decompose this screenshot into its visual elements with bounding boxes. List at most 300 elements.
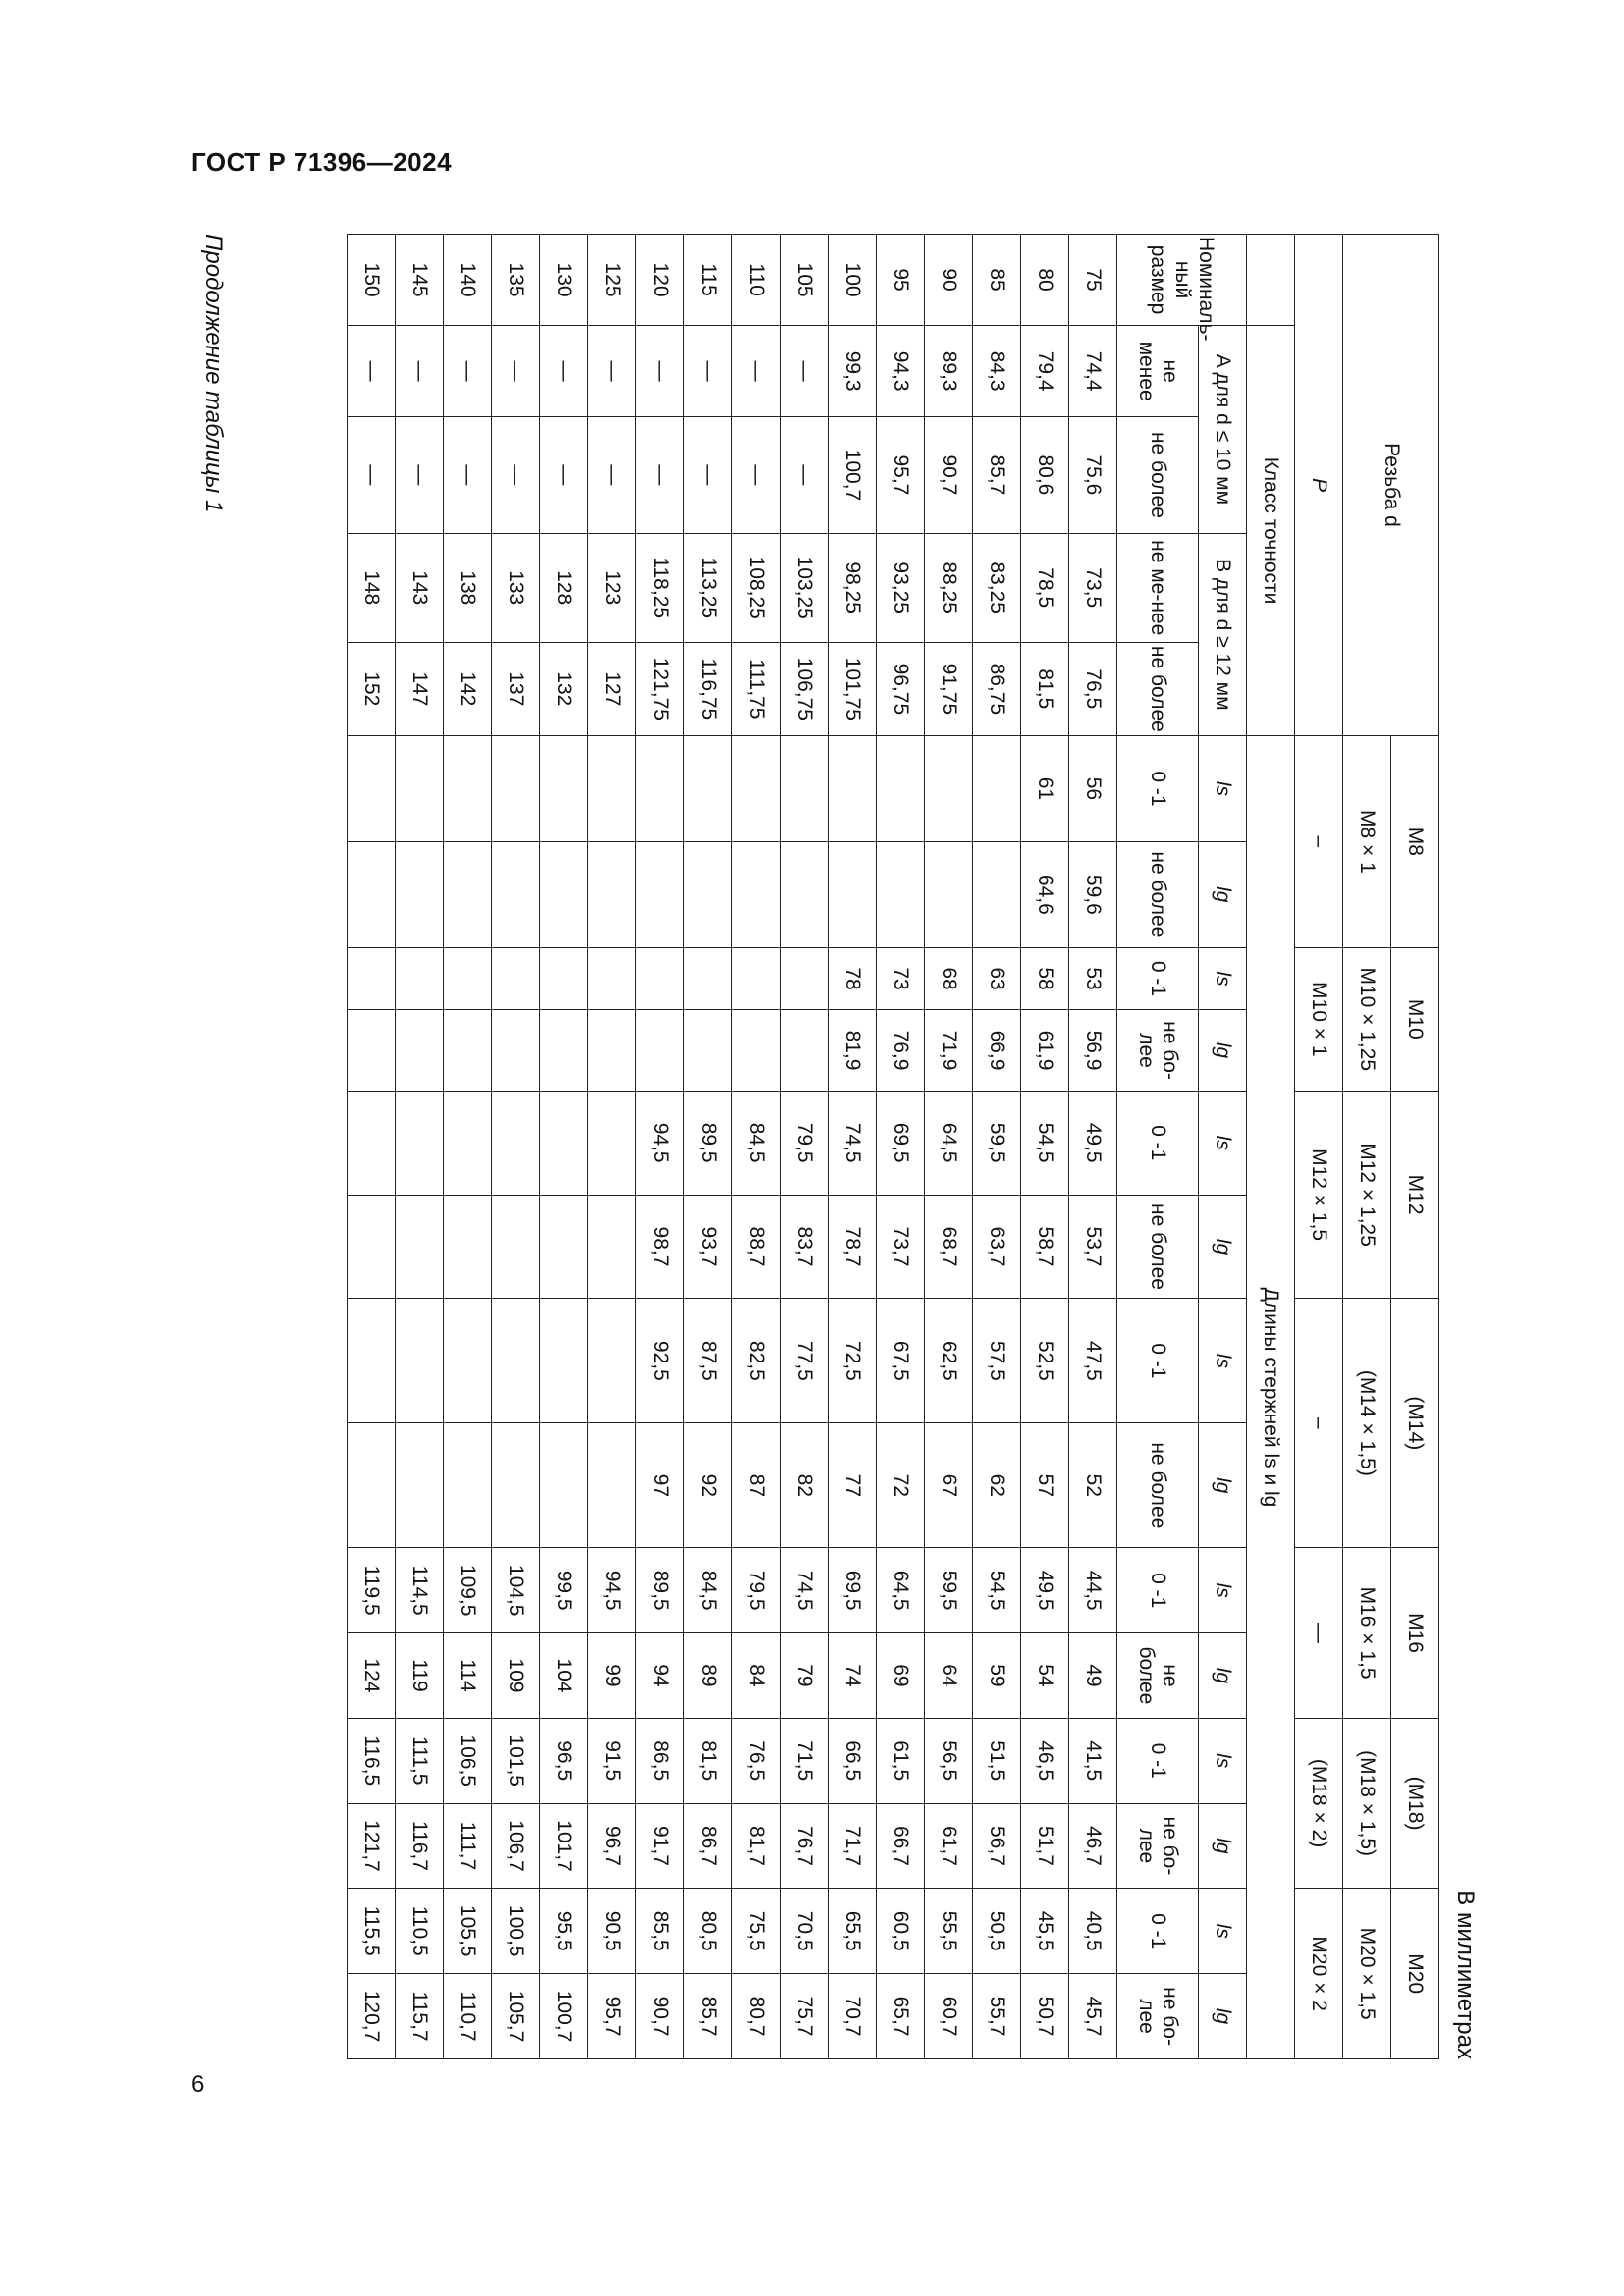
table-cell: 81,5 — [684, 1718, 732, 1803]
table-cell: 87 — [732, 1423, 781, 1548]
ls-tolerance: 0 -1 — [1117, 1299, 1199, 1423]
table-cell: 100,7 — [540, 1974, 588, 2059]
lg-limit: не более — [1117, 1633, 1199, 1719]
limits-row — [1117, 235, 1199, 2059]
table-cell: 81,5 — [1021, 642, 1069, 735]
table-cell: 71,5 — [781, 1718, 829, 1803]
table-cell: 50,7 — [1021, 1974, 1069, 2059]
table-cell: 94,5 — [588, 1548, 636, 1633]
table-cell: 73,5 — [1069, 533, 1117, 642]
ls-label: ls — [1199, 1548, 1247, 1633]
lg-limit: не бо-лее — [1117, 1974, 1199, 2059]
table-cell: 96,7 — [588, 1803, 636, 1889]
table-cell: 62 — [973, 1423, 1021, 1548]
table-cell: 72,5 — [829, 1299, 877, 1423]
table-cell: 106,5 — [444, 1718, 492, 1803]
table-cell: 87,5 — [684, 1299, 732, 1423]
lg-label: lg — [1199, 841, 1247, 947]
table-cell — [396, 1195, 444, 1299]
ls-tolerance: 0 -1 — [1117, 1548, 1199, 1633]
table-cell: 84,3 — [973, 326, 1021, 417]
table-cell: 85,5 — [636, 1889, 684, 1974]
fine-pitch-1: M8 × 1 — [1343, 735, 1391, 947]
table-cell: 88,7 — [732, 1195, 781, 1299]
table-cell: — — [588, 326, 636, 417]
fine-pitch-1: M16 × 1,5 — [1343, 1548, 1391, 1719]
table-cell — [588, 947, 636, 1009]
table-cell — [829, 735, 877, 841]
table-cell: 104,5 — [492, 1548, 540, 1633]
thread-name: M8 — [1391, 735, 1439, 947]
table-cell: 84,5 — [732, 1091, 781, 1195]
table-row — [636, 235, 684, 2059]
table-row — [444, 235, 492, 2059]
table-cell: 65,7 — [877, 1974, 925, 2059]
table-cell — [925, 735, 973, 841]
table-cell: 105,5 — [444, 1889, 492, 1974]
table-cell: — — [732, 326, 781, 417]
table-cell: 91,75 — [925, 642, 973, 735]
table-cell — [588, 841, 636, 947]
table-row — [1069, 235, 1117, 2059]
table-cell — [492, 1091, 540, 1195]
table-cell: 111,7 — [444, 1803, 492, 1889]
table-cell: 80,5 — [684, 1889, 732, 1974]
table-cell — [492, 1010, 540, 1092]
table-row — [540, 235, 588, 2059]
table-cell: 100,7 — [829, 417, 877, 533]
table-cell: 64,5 — [925, 1091, 973, 1195]
table-cell: 78,7 — [829, 1195, 877, 1299]
table-cell — [348, 841, 396, 947]
table-cell: 75,5 — [732, 1889, 781, 1974]
table-cell — [684, 1010, 732, 1092]
table-cell: — — [444, 326, 492, 417]
table-cell: 78,5 — [1021, 533, 1069, 642]
table-cell — [973, 735, 1021, 841]
table-cell — [396, 1299, 444, 1423]
table-cell — [492, 1423, 540, 1548]
table-cell: 74,5 — [781, 1548, 829, 1633]
table-cell — [396, 947, 444, 1009]
table-cell: 63,7 — [973, 1195, 1021, 1299]
table-cell — [588, 1299, 636, 1423]
fine-pitch-2: – — [1295, 735, 1343, 947]
a-min-label: не менее — [1117, 326, 1199, 417]
table-cell: 94,3 — [877, 326, 925, 417]
table-cell — [636, 1010, 684, 1092]
nominal-size: 120 — [636, 235, 684, 326]
fine-pitch-2: — — [1295, 1548, 1343, 1719]
table-cell: 49 — [1069, 1633, 1117, 1719]
table-row — [1021, 235, 1069, 2059]
table-cell: — — [636, 417, 684, 533]
table-cell: 51,7 — [1021, 1803, 1069, 1889]
table-row — [396, 235, 444, 2059]
table-cell: 113,25 — [684, 533, 732, 642]
table-cell: 76,5 — [1069, 642, 1117, 735]
table-cell: 64,6 — [1021, 841, 1069, 947]
table-cell — [636, 735, 684, 841]
table-cell: 104 — [540, 1633, 588, 1719]
table-cell: 52,5 — [1021, 1299, 1069, 1423]
table-cell: 44,5 — [1069, 1548, 1117, 1633]
table-cell: 89 — [684, 1633, 732, 1719]
table-cell — [492, 735, 540, 841]
table-cell — [444, 947, 492, 1009]
nominal-size: 140 — [444, 235, 492, 326]
b-max-label: не более — [1117, 642, 1199, 735]
table-cell: 90,7 — [636, 1974, 684, 2059]
lg-limit: не бо-лее — [1117, 1010, 1199, 1092]
table-cell: 60,7 — [925, 1974, 973, 2059]
table-cell — [732, 841, 781, 947]
table-cell: 45,7 — [1069, 1974, 1117, 2059]
table-cell — [540, 1091, 588, 1195]
table-cell: 81,9 — [829, 1010, 877, 1092]
table-cell: 68 — [925, 947, 973, 1009]
ls-label: ls — [1199, 947, 1247, 1009]
table-cell: 86,5 — [636, 1718, 684, 1803]
table-cell: 57,5 — [973, 1299, 1021, 1423]
table-cell: 70,7 — [829, 1974, 877, 2059]
table-cell: 62,5 — [925, 1299, 973, 1423]
table-cell — [444, 735, 492, 841]
table-cell — [540, 1299, 588, 1423]
table-cell: 85,7 — [684, 1974, 732, 2059]
thread-label: Резьба d — [1343, 235, 1439, 736]
table-cell — [444, 1010, 492, 1092]
class-row — [1247, 235, 1295, 2059]
nominal-size: 135 — [492, 235, 540, 326]
table-cell: 143 — [396, 533, 444, 642]
table-cell — [781, 735, 829, 841]
table-cell: 111,5 — [396, 1718, 444, 1803]
table-cell: — — [492, 417, 540, 533]
table-cell: 82 — [781, 1423, 829, 1548]
table-cell: 57 — [1021, 1423, 1069, 1548]
nominal-size: 80 — [1021, 235, 1069, 326]
lg-label: lg — [1199, 1803, 1247, 1889]
table-cell: 103,25 — [781, 533, 829, 642]
table-cell — [588, 1423, 636, 1548]
nominal-size: 130 — [540, 235, 588, 326]
table-cell: 59,6 — [1069, 841, 1117, 947]
table-cell: 94 — [636, 1633, 684, 1719]
table-cell: 51,5 — [973, 1718, 1021, 1803]
table-cell: 54,5 — [973, 1548, 1021, 1633]
table-cell: 75,7 — [781, 1974, 829, 2059]
table-cell: 53 — [1069, 947, 1117, 1009]
table-cell: 119 — [396, 1633, 444, 1719]
table-cell: 116,7 — [396, 1803, 444, 1889]
ls-label: ls — [1199, 1718, 1247, 1803]
table-cell: 55,5 — [925, 1889, 973, 1974]
table-cell — [348, 1299, 396, 1423]
table-cell — [444, 1423, 492, 1548]
table-cell: 66,5 — [829, 1718, 877, 1803]
table-cell — [540, 735, 588, 841]
ls-label: ls — [1199, 1091, 1247, 1195]
table-cell: 46,7 — [1069, 1803, 1117, 1889]
table-cell: 85,7 — [973, 417, 1021, 533]
table-cell — [396, 735, 444, 841]
table-cell: 64 — [925, 1633, 973, 1719]
table-cell: 74,5 — [829, 1091, 877, 1195]
table-cell — [396, 1010, 444, 1092]
lg-label: lg — [1199, 1195, 1247, 1299]
nominal-label: Номиналь-ный размер — [1117, 235, 1247, 326]
table-cell: 89,3 — [925, 326, 973, 417]
thread-name: M20 — [1391, 1889, 1439, 2059]
table-cell — [348, 1010, 396, 1092]
table-cell: 56,5 — [925, 1718, 973, 1803]
table-cell: 72 — [877, 1423, 925, 1548]
table-cell: 115,7 — [396, 1974, 444, 2059]
table-cell: 82,5 — [732, 1299, 781, 1423]
fine-pitch-1: (M14 × 1,5) — [1343, 1299, 1391, 1548]
lengths-label: Длины стержней ls и lg — [1247, 735, 1295, 2058]
table-cell: — — [540, 417, 588, 533]
table-cell — [444, 1299, 492, 1423]
nominal-size: 110 — [732, 235, 781, 326]
table-cell: 50,5 — [973, 1889, 1021, 1974]
table-cell: 95,7 — [877, 417, 925, 533]
table-cell: — — [348, 417, 396, 533]
table-cell: 106,75 — [781, 642, 829, 735]
table-cell — [348, 1423, 396, 1548]
table-cell: 86,75 — [973, 642, 1021, 735]
table-cell — [396, 1423, 444, 1548]
table-cell: 101,75 — [829, 642, 877, 735]
fine-pitch-2: – — [1295, 1299, 1343, 1548]
table-cell: 68,7 — [925, 1195, 973, 1299]
table-cell: 71,9 — [925, 1010, 973, 1092]
table-cell: 58,7 — [1021, 1195, 1069, 1299]
table-cell — [877, 841, 925, 947]
table-cell: 56,9 — [1069, 1010, 1117, 1092]
ls-tolerance: 0 -1 — [1117, 1718, 1199, 1803]
table-cell — [781, 947, 829, 1009]
table-cell: 121,7 — [348, 1803, 396, 1889]
table-cell: 59,5 — [925, 1548, 973, 1633]
thread-name: M12 — [1391, 1091, 1439, 1299]
table-cell: 115,5 — [348, 1889, 396, 1974]
table-cell — [636, 947, 684, 1009]
table-cell: — — [781, 417, 829, 533]
table-cell: — — [348, 326, 396, 417]
table-row — [684, 235, 732, 2059]
table-cell — [588, 1195, 636, 1299]
blank-cell — [1247, 235, 1295, 326]
table-cell: 77 — [829, 1423, 877, 1548]
table-cell: 121,75 — [636, 642, 684, 735]
table-cell — [444, 1195, 492, 1299]
lg-limit: не более — [1117, 1423, 1199, 1548]
table-cell: 94,5 — [636, 1091, 684, 1195]
table-cell: 74,4 — [1069, 326, 1117, 417]
table-cell: 114,5 — [396, 1548, 444, 1633]
a-label: A для d ≤ 10 мм — [1199, 326, 1247, 534]
table-cell: 59,5 — [973, 1091, 1021, 1195]
table-cell — [973, 841, 1021, 947]
table-cell: 93,7 — [684, 1195, 732, 1299]
table-row — [732, 235, 781, 2059]
table-cell: 69,5 — [877, 1091, 925, 1195]
table-cell: 59 — [973, 1633, 1021, 1719]
table-cell: 73 — [877, 947, 925, 1009]
table-cell: 120,7 — [348, 1974, 396, 2059]
lg-limit: не бо-лее — [1117, 1803, 1199, 1889]
table-cell: 105,7 — [492, 1974, 540, 2059]
table-cell: 99,3 — [829, 326, 877, 417]
table-cell: 70,5 — [781, 1889, 829, 1974]
fine-pitch-2: M20 × 2 — [1295, 1889, 1343, 2059]
table-cell — [348, 947, 396, 1009]
table-cell: 92,5 — [636, 1299, 684, 1423]
table-cell — [540, 1195, 588, 1299]
table-cell: 84,5 — [684, 1548, 732, 1633]
table-cell: 95,5 — [540, 1889, 588, 1974]
nominal-size: 90 — [925, 235, 973, 326]
thread-name: (M18) — [1391, 1718, 1439, 1889]
table-cell: 98,7 — [636, 1195, 684, 1299]
nominal-size: 125 — [588, 235, 636, 326]
table-cell: 99 — [588, 1633, 636, 1719]
fine-pitch-row-2 — [1295, 235, 1343, 2059]
table-cell: 98,25 — [829, 533, 877, 642]
table-cell: 46,5 — [1021, 1718, 1069, 1803]
table-cell: 74 — [829, 1633, 877, 1719]
table-cell: 101,7 — [540, 1803, 588, 1889]
fine-pitch-1: M10 × 1,25 — [1343, 947, 1391, 1091]
table-cell: 79,5 — [732, 1548, 781, 1633]
table-cell: 65,5 — [829, 1889, 877, 1974]
table-cell: 128 — [540, 533, 588, 642]
table-row — [829, 235, 877, 2059]
table-cell: 60,5 — [877, 1889, 925, 1974]
table-cell: 89,5 — [636, 1548, 684, 1633]
table-row — [492, 235, 540, 2059]
page-number: 6 — [191, 2071, 205, 2098]
table-cell: 148 — [348, 533, 396, 642]
table-cell: 54,5 — [1021, 1091, 1069, 1195]
table-cell: 54 — [1021, 1633, 1069, 1719]
table-cell — [636, 841, 684, 947]
fine-pitch-1: (M18 × 1,5) — [1343, 1718, 1391, 1889]
table-cell: 77,5 — [781, 1299, 829, 1423]
fine-pitch-2: M12 × 1,5 — [1295, 1091, 1343, 1299]
table-cell: 89,5 — [684, 1091, 732, 1195]
table-cell: 138 — [444, 533, 492, 642]
table-cell: 111,75 — [732, 642, 781, 735]
table-cell: 47,5 — [1069, 1299, 1117, 1423]
table-cell — [396, 841, 444, 947]
table-cell: — — [684, 417, 732, 533]
table-cell — [684, 841, 732, 947]
table-cell: 142 — [444, 642, 492, 735]
table-cell: 45,5 — [1021, 1889, 1069, 1974]
subheader-row — [1199, 235, 1247, 2059]
table-cell: 93,25 — [877, 533, 925, 642]
a-max-label: не более — [1117, 417, 1199, 533]
table-cell: 152 — [348, 642, 396, 735]
table-cell: 118,25 — [636, 533, 684, 642]
table-cell — [684, 735, 732, 841]
table-cell: 58 — [1021, 947, 1069, 1009]
table-cell — [588, 735, 636, 841]
b-min-label: не ме-нее — [1117, 533, 1199, 642]
table-cell: 114 — [444, 1633, 492, 1719]
table-cell — [732, 1010, 781, 1092]
table-cell: 76,9 — [877, 1010, 925, 1092]
table-cell — [732, 735, 781, 841]
table-cell: 110,7 — [444, 1974, 492, 2059]
table-cell: 61,5 — [877, 1718, 925, 1803]
table-cell: 91,7 — [636, 1803, 684, 1889]
table-cell: 67,5 — [877, 1299, 925, 1423]
table-cell: 116,5 — [348, 1718, 396, 1803]
table-cell: 40,5 — [1069, 1889, 1117, 1974]
class-label: Класс точности — [1247, 326, 1295, 736]
ls-tolerance: 0 -1 — [1117, 1889, 1199, 1974]
table-cell: 64,5 — [877, 1548, 925, 1633]
table-cell: 100,5 — [492, 1889, 540, 1974]
table-cell: — — [684, 326, 732, 417]
nominal-size: 145 — [396, 235, 444, 326]
ls-tolerance: 0 -1 — [1117, 947, 1199, 1009]
table-cell — [444, 1091, 492, 1195]
fine-pitch-1: M12 × 1,25 — [1343, 1091, 1391, 1299]
table-cell: 80,7 — [732, 1974, 781, 2059]
fine-pitch-1: M20 × 1,5 — [1343, 1889, 1391, 2059]
table-cell: 41,5 — [1069, 1718, 1117, 1803]
table-cell — [348, 735, 396, 841]
table-cell: 92 — [684, 1423, 732, 1548]
nominal-size: 75 — [1069, 235, 1117, 326]
table-cell: 61 — [1021, 735, 1069, 841]
table-cell: 106,7 — [492, 1803, 540, 1889]
lg-label: lg — [1199, 1010, 1247, 1092]
table-cell — [492, 841, 540, 947]
table-cell — [588, 1010, 636, 1092]
table-cell — [588, 1091, 636, 1195]
nominal-size: 115 — [684, 235, 732, 326]
ls-label: ls — [1199, 735, 1247, 841]
table-cell — [492, 1299, 540, 1423]
table-cell: 67 — [925, 1423, 973, 1548]
table-cell: — — [444, 417, 492, 533]
table-cell: 75,6 — [1069, 417, 1117, 533]
table-cell: 132 — [540, 642, 588, 735]
table-cell: 71,7 — [829, 1803, 877, 1889]
table-cell — [492, 947, 540, 1009]
table-cell: 95,7 — [588, 1974, 636, 2059]
table-cell: 110,5 — [396, 1889, 444, 1974]
table-cell: 69 — [877, 1633, 925, 1719]
table-cell: 86,7 — [684, 1803, 732, 1889]
table-cell — [348, 1195, 396, 1299]
lg-limit: не более — [1117, 841, 1199, 947]
thread-name: M10 — [1391, 947, 1439, 1091]
table-cell: 109 — [492, 1633, 540, 1719]
ls-tolerance: 0 -1 — [1117, 1091, 1199, 1195]
lg-limit: не более — [1117, 1195, 1199, 1299]
table-cell: 66,7 — [877, 1803, 925, 1889]
ls-label: ls — [1199, 1299, 1247, 1423]
table-cell: 108,25 — [732, 533, 781, 642]
table-row — [348, 235, 396, 2059]
